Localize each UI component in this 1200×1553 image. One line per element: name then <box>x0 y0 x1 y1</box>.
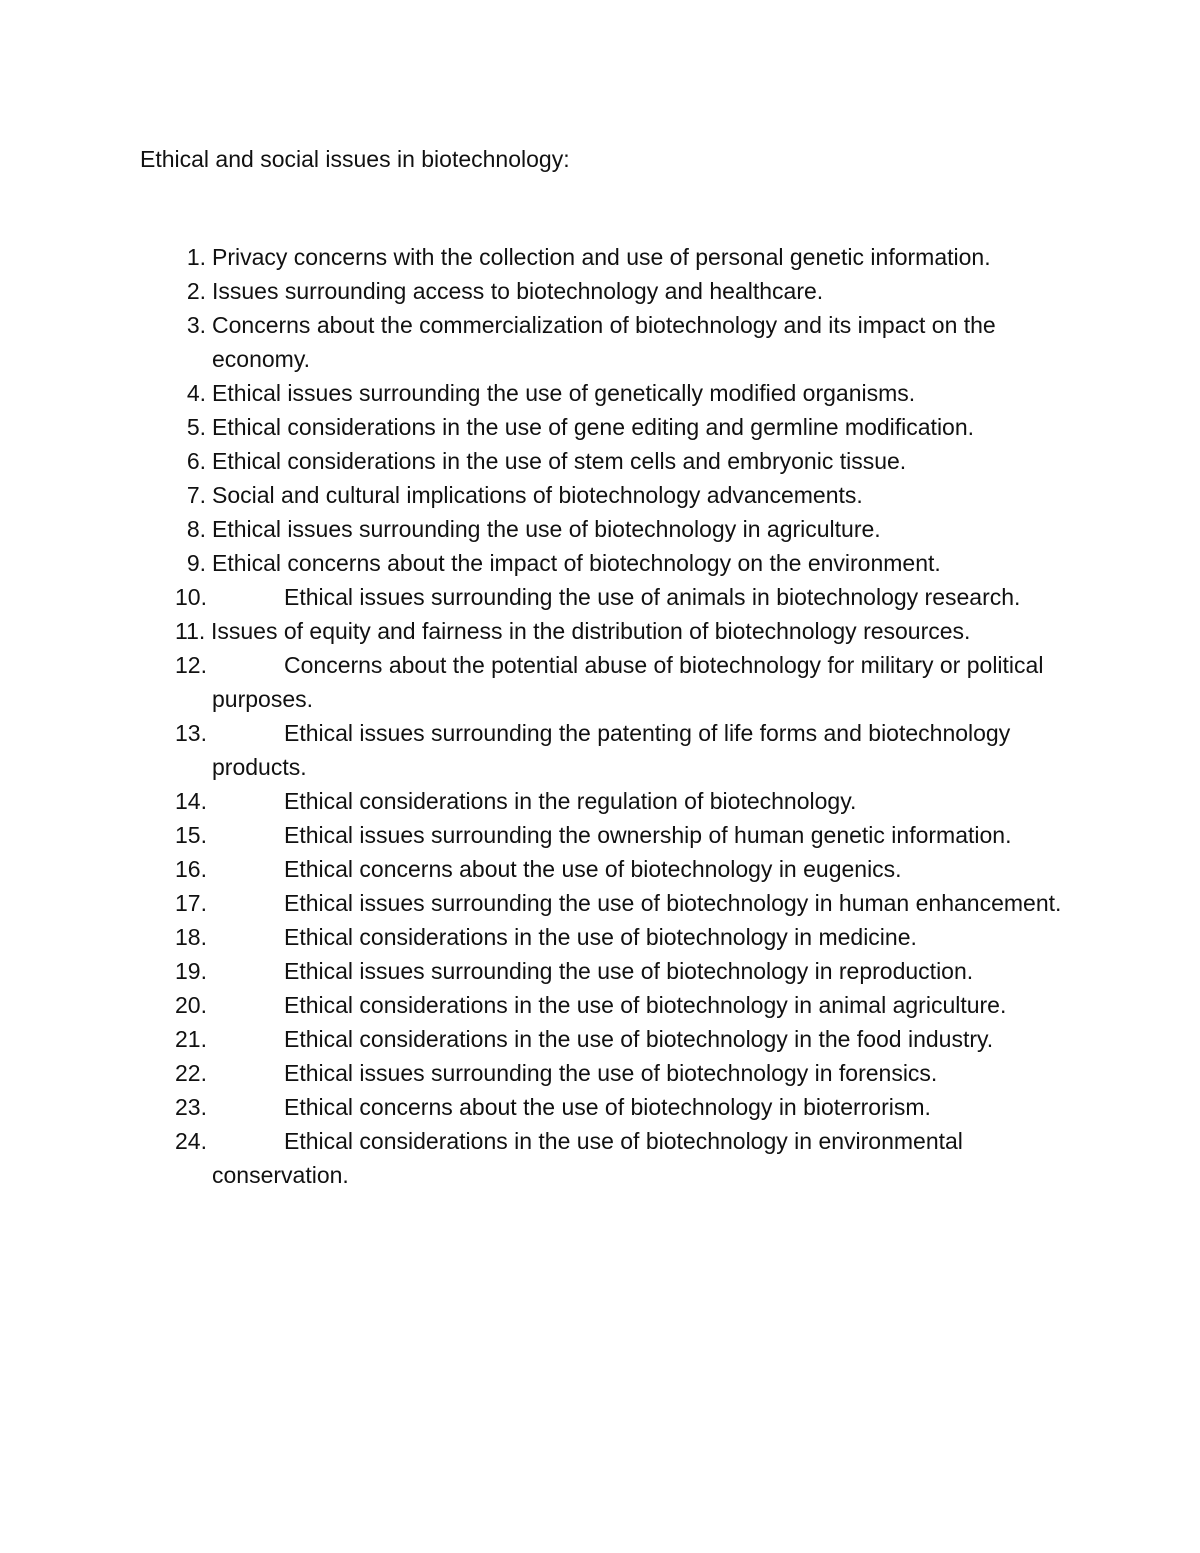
item-text: Ethical concerns about the impact of biotechnology on the environment. <box>212 550 941 576</box>
item-number: 14. <box>175 788 207 814</box>
item-text: Ethical considerations in the use of biotechnology in environmental conservation. <box>212 1128 963 1188</box>
item-number: 11. <box>175 618 206 644</box>
list-item <box>0 818 1072 852</box>
item-text: Concerns about the commercialization of biotechnology and its impact on the economy. <box>212 312 996 372</box>
list-item <box>0 920 1072 954</box>
list-item <box>0 852 1072 886</box>
list-item <box>0 1056 1072 1090</box>
list-item <box>0 614 1072 648</box>
list-item <box>0 1090 1072 1124</box>
item-number: 12. <box>175 652 207 678</box>
item-text: Ethical issues surrounding the patenting of life forms and biotechnology products. <box>212 720 1011 780</box>
item-text: Privacy concerns with the collection and use of personal genetic information. <box>212 244 991 270</box>
list-item <box>0 376 1072 410</box>
document-title: Ethical and social issues in biotechnology: <box>140 146 570 172</box>
list-item <box>0 1124 1072 1192</box>
item-text: Issues surrounding access to biotechnology and healthcare. <box>212 278 824 304</box>
list-item <box>0 954 1072 988</box>
item-number: 17. <box>175 890 207 916</box>
item-text: Concerns about the potential abuse of biotechnology for military or political purposes. <box>212 652 1044 712</box>
list-item <box>0 988 1072 1022</box>
item-text: Ethical issues surrounding the use of animals in biotechnology research. <box>284 584 1021 610</box>
item-number: 13. <box>175 720 207 746</box>
list-item <box>0 308 1072 376</box>
item-number: 22. <box>175 1060 207 1086</box>
list-item <box>0 512 1072 546</box>
item-number: 18. <box>175 924 207 950</box>
list-item <box>0 240 1072 274</box>
list-item <box>0 648 1072 716</box>
item-number: 23. <box>175 1094 207 1120</box>
list-item <box>0 886 1072 920</box>
item-number: 21. <box>175 1026 207 1052</box>
issues-list <box>0 240 1200 1192</box>
item-text: Ethical issues surrounding the use of biotechnology in human enhancement. <box>284 890 1062 916</box>
item-text: Issues of equity and fairness in the distribution of biotechnology resources. <box>211 618 971 644</box>
item-text: Ethical issues surrounding the use of biotechnology in agriculture. <box>212 516 881 542</box>
list-item <box>0 784 1072 818</box>
item-text: Ethical considerations in the use of biotechnology in animal agriculture. <box>284 992 1007 1018</box>
item-number: 15. <box>175 822 207 848</box>
item-text: Ethical considerations in the use of stem cells and embryonic tissue. <box>212 448 907 474</box>
list-item <box>0 410 1072 444</box>
item-number: 24. <box>175 1128 207 1154</box>
item-text: Ethical considerations in the use of gene editing and germline modification. <box>212 414 975 440</box>
item-number: 7. <box>186 482 206 508</box>
list-item <box>0 546 1072 580</box>
item-number: 3. <box>186 312 206 338</box>
list-item <box>0 444 1072 478</box>
item-text: Ethical considerations in the regulation of biotechnology. <box>284 788 857 814</box>
item-text: Ethical issues surrounding the use of biotechnology in forensics. <box>284 1060 938 1086</box>
item-number: 19. <box>175 958 207 984</box>
list-item <box>0 580 1072 614</box>
item-number: 16. <box>175 856 207 882</box>
list-item <box>0 478 1072 512</box>
item-number: 1. <box>186 244 206 270</box>
item-text: Ethical considerations in the use of biotechnology in medicine. <box>284 924 917 950</box>
item-text: Ethical issues surrounding the use of biotechnology in reproduction. <box>284 958 974 984</box>
list-item <box>0 274 1072 308</box>
item-number: 9. <box>186 550 206 576</box>
item-number: 5. <box>186 414 206 440</box>
item-number: 20. <box>175 992 207 1018</box>
list-item <box>0 716 1072 784</box>
item-text: Ethical concerns about the use of biotechnology in bioterrorism. <box>284 1094 931 1120</box>
item-text: Ethical concerns about the use of biotechnology in eugenics. <box>284 856 902 882</box>
list-item <box>0 1022 1072 1056</box>
item-number: 10. <box>175 584 207 610</box>
item-number: 8. <box>186 516 206 542</box>
item-number: 4. <box>186 380 206 406</box>
item-number: 6. <box>186 448 206 474</box>
item-text: Ethical issues surrounding the use of genetically modified organisms. <box>212 380 916 406</box>
item-text: Ethical issues surrounding the ownership of human genetic information. <box>284 822 1012 848</box>
item-text: Ethical considerations in the use of biotechnology in the food industry. <box>284 1026 994 1052</box>
item-number: 2. <box>186 278 206 304</box>
item-text: Social and cultural implications of biotechnology advancements. <box>212 482 863 508</box>
